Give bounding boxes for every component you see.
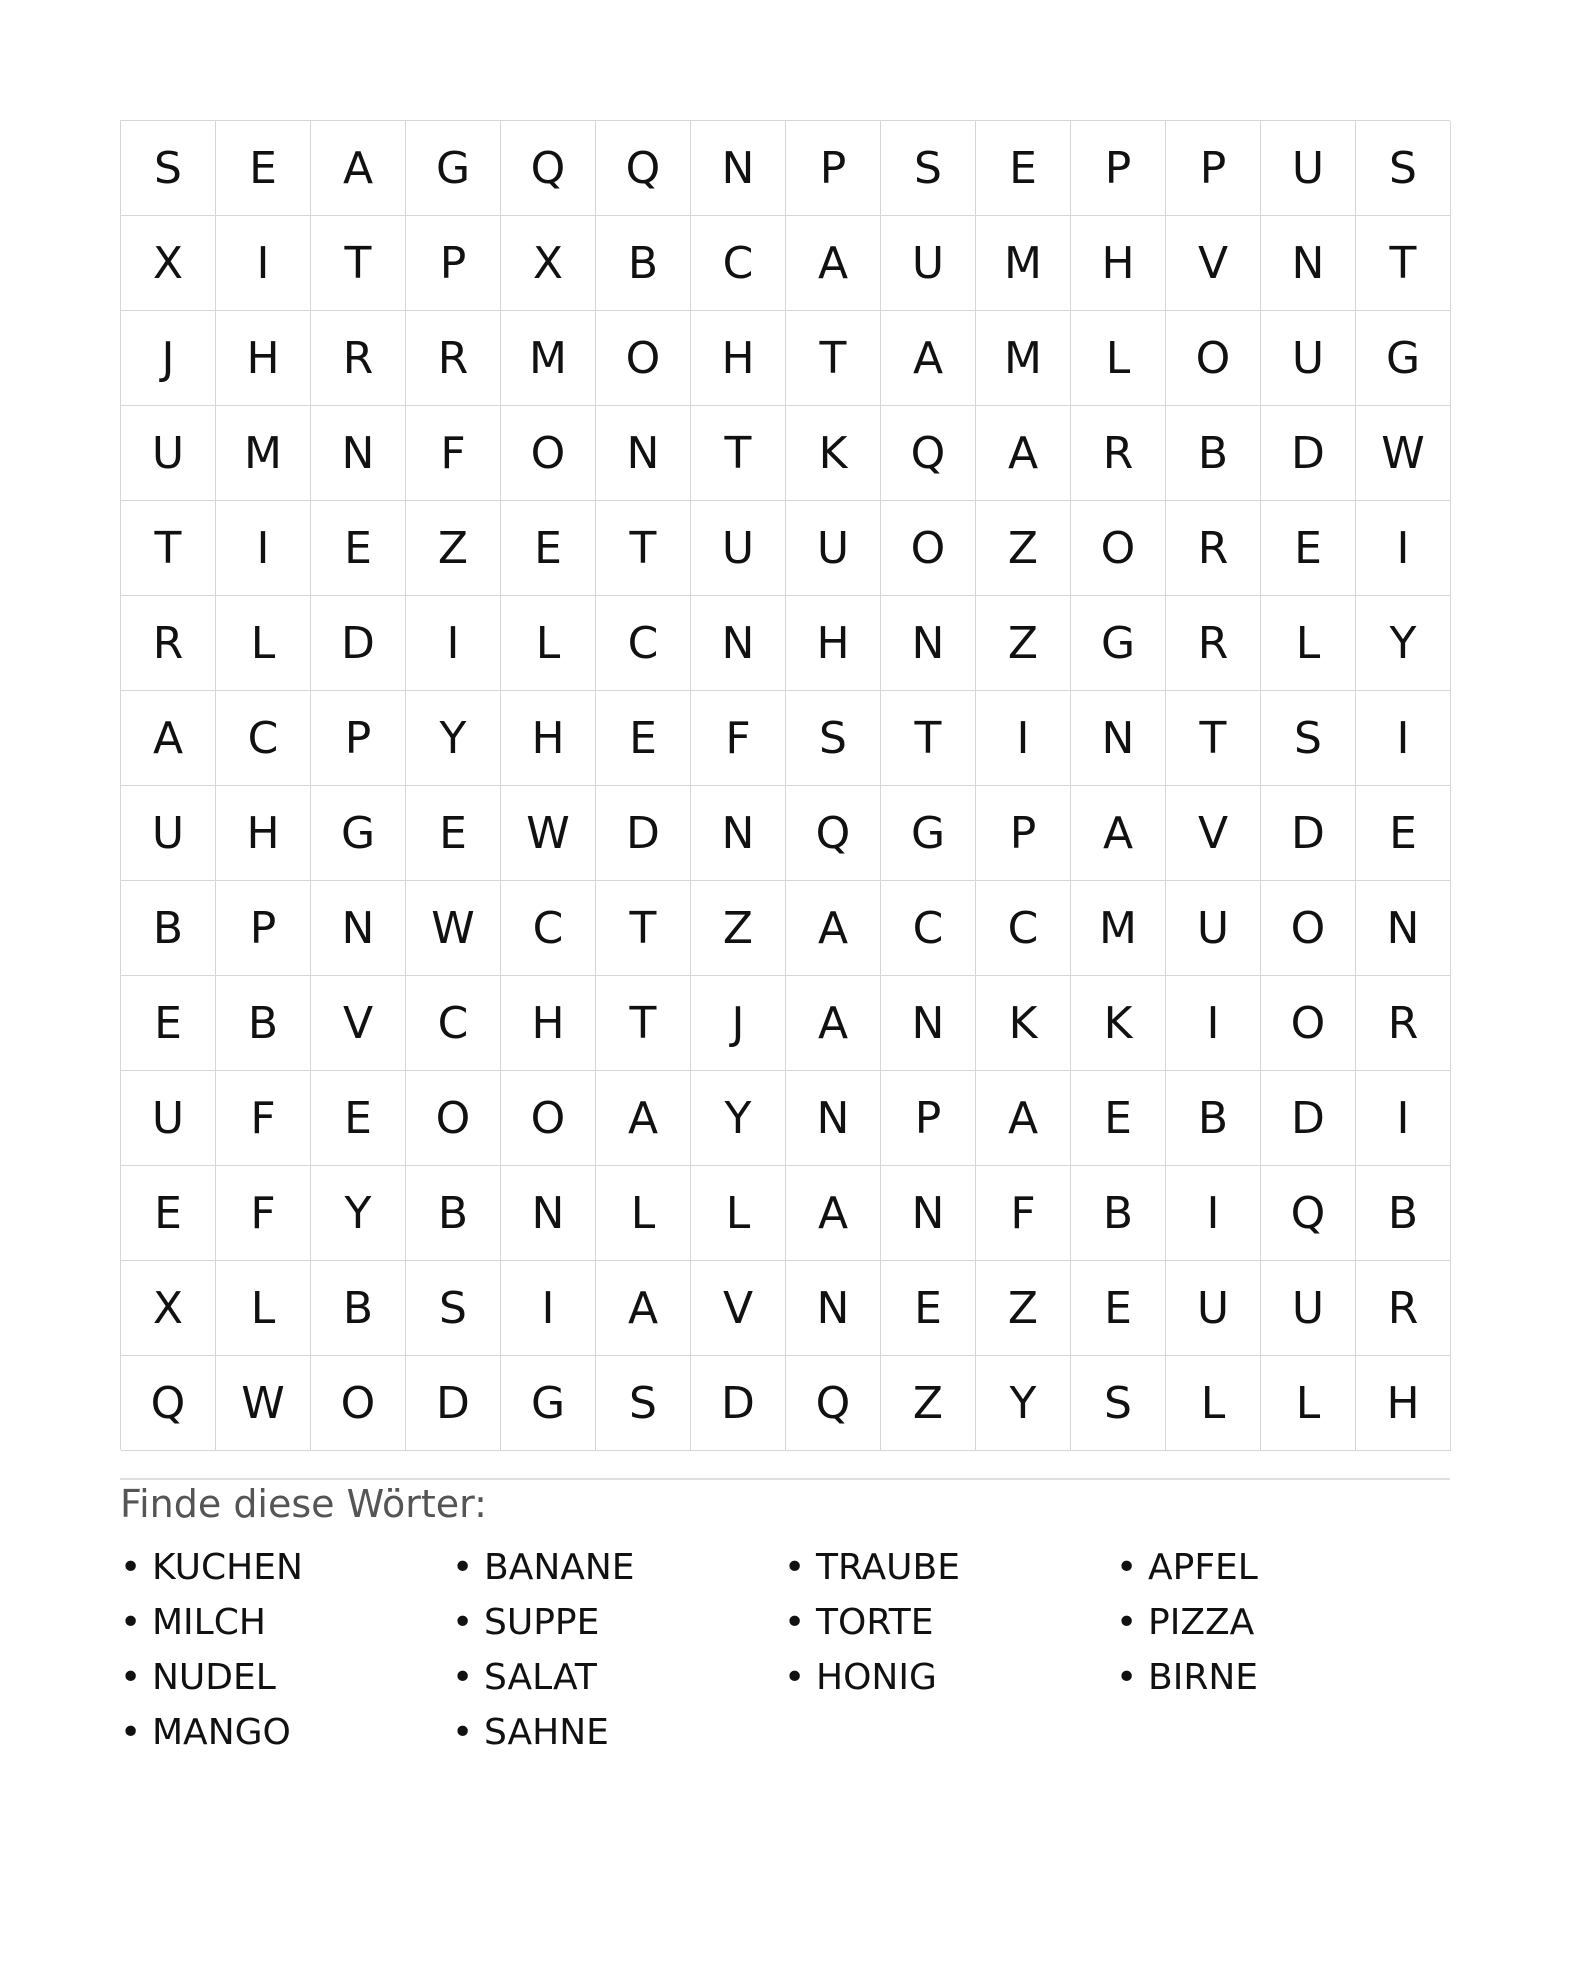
grid-cell[interactable]: E [121, 1166, 216, 1261]
grid-cell[interactable]: W [501, 786, 596, 881]
grid-cell[interactable]: D [691, 1356, 786, 1451]
grid-cell[interactable]: U [1261, 121, 1356, 216]
word-label: TORTE [816, 1602, 934, 1643]
grid-cell[interactable]: B [1166, 1071, 1261, 1166]
bullet-icon: • [784, 1547, 806, 1588]
word-label: MANGO [152, 1712, 291, 1753]
grid-cell[interactable]: R [1166, 501, 1261, 596]
grid-cell[interactable]: I [1356, 691, 1451, 786]
grid-cell[interactable]: T [311, 216, 406, 311]
word-list-item [784, 1650, 1116, 1705]
grid-cell[interactable]: T [1166, 691, 1261, 786]
grid-cell[interactable]: A [786, 881, 881, 976]
word-label: HONIG [816, 1657, 937, 1698]
grid-cell[interactable]: Z [976, 501, 1071, 596]
grid-cell[interactable]: X [121, 1261, 216, 1356]
grid-cell[interactable]: A [1071, 786, 1166, 881]
grid-cell[interactable]: H [501, 976, 596, 1071]
grid-cell[interactable]: D [1261, 406, 1356, 501]
grid-cell[interactable]: N [1071, 691, 1166, 786]
grid-cell[interactable]: C [881, 881, 976, 976]
word-list-heading: Finde diese Wörter: [120, 1482, 487, 1526]
word-label: BIRNE [1148, 1657, 1259, 1698]
grid-cell[interactable]: K [1071, 976, 1166, 1071]
grid-cell[interactable]: T [121, 501, 216, 596]
grid-cell[interactable]: A [881, 311, 976, 406]
bullet-icon: • [784, 1602, 806, 1643]
word-label: PIZZA [1148, 1602, 1255, 1643]
grid-cell[interactable]: M [976, 311, 1071, 406]
grid-cell[interactable]: M [976, 216, 1071, 311]
grid-cell[interactable]: E [1071, 1071, 1166, 1166]
grid-cell[interactable]: Z [976, 1261, 1071, 1356]
grid-cell[interactable]: R [1356, 1261, 1451, 1356]
grid-cell[interactable]: L [1071, 311, 1166, 406]
grid-cell[interactable]: F [216, 1166, 311, 1261]
grid-cell[interactable]: H [1356, 1356, 1451, 1451]
word-list-item [1116, 1540, 1448, 1595]
grid-cell[interactable]: E [976, 121, 1071, 216]
grid-cell[interactable]: N [786, 1071, 881, 1166]
grid-cell[interactable]: E [406, 786, 501, 881]
grid-cell[interactable]: L [691, 1166, 786, 1261]
grid-cell[interactable]: D [406, 1356, 501, 1451]
grid-cell[interactable]: N [881, 976, 976, 1071]
grid-cell[interactable]: D [1261, 786, 1356, 881]
grid-cell[interactable]: F [691, 691, 786, 786]
grid-cell[interactable]: D [311, 596, 406, 691]
grid-cell[interactable]: C [501, 881, 596, 976]
grid-cell[interactable]: I [1356, 1071, 1451, 1166]
word-list-item [452, 1540, 784, 1595]
grid-cell[interactable]: H [786, 596, 881, 691]
word-label: MILCH [152, 1602, 266, 1643]
bullet-icon: • [120, 1602, 142, 1643]
word-label: NUDEL [152, 1657, 276, 1698]
grid-cell[interactable]: A [976, 1071, 1071, 1166]
grid-cell[interactable]: T [1356, 216, 1451, 311]
grid-cell[interactable]: K [976, 976, 1071, 1071]
grid-cell[interactable]: O [596, 311, 691, 406]
grid-cell[interactable]: N [596, 406, 691, 501]
grid-cell[interactable]: I [1356, 501, 1451, 596]
grid-cell[interactable]: Z [406, 501, 501, 596]
grid-cell[interactable]: U [121, 406, 216, 501]
grid-cell[interactable]: G [881, 786, 976, 881]
grid-cell[interactable]: Y [691, 1071, 786, 1166]
grid-cell[interactable]: Q [121, 1356, 216, 1451]
grid-cell[interactable]: B [121, 881, 216, 976]
grid-cell[interactable]: U [691, 501, 786, 596]
grid-cell[interactable]: G [1071, 596, 1166, 691]
grid-cell[interactable]: E [1356, 786, 1451, 881]
grid-cell[interactable]: T [596, 881, 691, 976]
grid-cell[interactable]: E [121, 976, 216, 1071]
grid-cell[interactable]: U [1261, 1261, 1356, 1356]
grid-cell[interactable]: V [1166, 216, 1261, 311]
grid-cell[interactable]: O [1261, 881, 1356, 976]
grid-cell[interactable]: B [596, 216, 691, 311]
word-label: SAHNE [484, 1712, 609, 1753]
bullet-icon: • [452, 1602, 474, 1643]
word-label: APFEL [1148, 1547, 1258, 1588]
word-list-item [452, 1705, 784, 1760]
grid-cell[interactable]: I [976, 691, 1071, 786]
bullet-icon: • [784, 1657, 806, 1698]
grid-cell[interactable]: Y [976, 1356, 1071, 1451]
grid-cell[interactable]: Z [881, 1356, 976, 1451]
grid-cell[interactable]: B [1166, 406, 1261, 501]
grid-cell[interactable]: P [216, 881, 311, 976]
grid-cell[interactable]: R [1166, 596, 1261, 691]
grid-cell[interactable]: K [786, 406, 881, 501]
word-list-item [452, 1595, 784, 1650]
grid-cell[interactable]: N [311, 881, 406, 976]
grid-cell[interactable]: E [216, 121, 311, 216]
grid-cell[interactable]: Q [1261, 1166, 1356, 1261]
grid-cell[interactable]: I [406, 596, 501, 691]
word-label: SALAT [484, 1657, 597, 1698]
grid-cell[interactable]: V [691, 1261, 786, 1356]
grid-cell[interactable]: P [786, 121, 881, 216]
grid-cell[interactable]: G [1356, 311, 1451, 406]
grid-cell[interactable]: R [121, 596, 216, 691]
grid-cell[interactable]: R [406, 311, 501, 406]
grid-cell[interactable]: N [691, 786, 786, 881]
grid-cell[interactable]: U [1166, 1261, 1261, 1356]
grid-cell[interactable]: A [121, 691, 216, 786]
grid-cell[interactable]: A [596, 1071, 691, 1166]
grid-cell[interactable]: L [1166, 1356, 1261, 1451]
grid-cell[interactable]: H [1071, 216, 1166, 311]
bullet-icon: • [1116, 1602, 1138, 1643]
grid-cell[interactable]: P [1071, 121, 1166, 216]
grid-cell[interactable]: O [881, 501, 976, 596]
grid-cell[interactable]: B [1356, 1166, 1451, 1261]
grid-cell[interactable]: M [1071, 881, 1166, 976]
grid-cell[interactable]: F [976, 1166, 1071, 1261]
grid-cell[interactable]: O [1071, 501, 1166, 596]
grid-cell[interactable]: S [1071, 1356, 1166, 1451]
grid-cell[interactable]: Z [691, 881, 786, 976]
grid-cell[interactable]: C [691, 216, 786, 311]
grid-cell[interactable]: U [881, 216, 976, 311]
grid-cell[interactable]: B [1071, 1166, 1166, 1261]
grid-cell[interactable]: A [786, 216, 881, 311]
grid-cell[interactable]: N [1356, 881, 1451, 976]
bullet-icon: • [120, 1712, 142, 1753]
grid-cell[interactable]: B [406, 1166, 501, 1261]
grid-cell[interactable]: A [786, 1166, 881, 1261]
grid-cell[interactable]: E [1071, 1261, 1166, 1356]
word-list-item [1116, 1595, 1448, 1650]
grid-cell[interactable]: I [501, 1261, 596, 1356]
grid-cell[interactable]: T [691, 406, 786, 501]
bullet-icon: • [120, 1547, 142, 1588]
grid-cell[interactable]: Q [501, 121, 596, 216]
grid-cell[interactable]: U [1261, 311, 1356, 406]
grid-cell[interactable]: P [406, 216, 501, 311]
grid-cell[interactable]: L [596, 1166, 691, 1261]
grid-cell[interactable]: E [311, 501, 406, 596]
grid-cell[interactable]: Q [881, 406, 976, 501]
grid-cell[interactable]: S [596, 1356, 691, 1451]
grid-cell[interactable]: B [311, 1261, 406, 1356]
grid-cell[interactable]: A [311, 121, 406, 216]
grid-cell[interactable]: U [1166, 881, 1261, 976]
word-label: SUPPE [484, 1602, 600, 1643]
grid-cell[interactable]: C [406, 976, 501, 1071]
grid-cell[interactable]: E [1261, 501, 1356, 596]
grid-cell[interactable]: C [216, 691, 311, 786]
grid-cell[interactable]: D [1261, 1071, 1356, 1166]
grid-cell[interactable]: M [501, 311, 596, 406]
grid-cell[interactable]: M [216, 406, 311, 501]
grid-cell[interactable]: O [501, 1071, 596, 1166]
grid-cell[interactable]: J [691, 976, 786, 1071]
grid-cell[interactable]: S [881, 121, 976, 216]
grid-cell[interactable]: X [121, 216, 216, 311]
grid-cell[interactable]: U [121, 1071, 216, 1166]
grid-cell[interactable]: P [1166, 121, 1261, 216]
grid-cell[interactable]: E [311, 1071, 406, 1166]
grid-cell[interactable]: I [1166, 1166, 1261, 1261]
grid-cell[interactable]: H [691, 311, 786, 406]
grid-cell[interactable]: D [596, 786, 691, 881]
grid-cell[interactable]: T [596, 976, 691, 1071]
grid-cell[interactable]: G [406, 121, 501, 216]
grid-cell[interactable]: E [596, 691, 691, 786]
word-label: BANANE [484, 1547, 635, 1588]
grid-cell[interactable]: B [216, 976, 311, 1071]
grid-cell[interactable]: L [216, 596, 311, 691]
grid-cell[interactable]: X [501, 216, 596, 311]
word-list-item [120, 1650, 452, 1705]
grid-cell[interactable]: I [1166, 976, 1261, 1071]
word-list-item [784, 1595, 1116, 1650]
grid-cell[interactable]: E [881, 1261, 976, 1356]
grid-cell[interactable]: N [691, 596, 786, 691]
grid-cell[interactable]: Y [311, 1166, 406, 1261]
word-list-item [120, 1595, 452, 1650]
word-list-item [1116, 1650, 1448, 1705]
grid-cell[interactable]: I [216, 501, 311, 596]
grid-cell[interactable]: U [121, 786, 216, 881]
grid-cell[interactable]: H [216, 786, 311, 881]
grid-cell[interactable]: C [976, 881, 1071, 976]
grid-cell[interactable]: Q [786, 786, 881, 881]
grid-cell[interactable]: T [786, 311, 881, 406]
grid-cell[interactable]: Q [786, 1356, 881, 1451]
word-label: TRAUBE [816, 1547, 960, 1588]
grid-cell[interactable]: J [121, 311, 216, 406]
grid-cell[interactable]: I [216, 216, 311, 311]
grid-cell[interactable]: P [881, 1071, 976, 1166]
grid-cell[interactable]: C [596, 596, 691, 691]
grid-cell[interactable]: H [216, 311, 311, 406]
grid-cell[interactable]: P [311, 691, 406, 786]
grid-cell[interactable]: S [1261, 691, 1356, 786]
grid-cell[interactable]: R [1071, 406, 1166, 501]
grid-cell[interactable]: R [311, 311, 406, 406]
grid-cell[interactable]: F [216, 1071, 311, 1166]
grid-cell[interactable]: N [691, 121, 786, 216]
grid-cell[interactable]: W [216, 1356, 311, 1451]
grid-cell[interactable]: O [311, 1356, 406, 1451]
bullet-icon: • [452, 1657, 474, 1698]
word-list-item [120, 1540, 452, 1595]
word-label: KUCHEN [152, 1547, 303, 1588]
word-list-item [784, 1540, 1116, 1595]
grid-cell[interactable]: E [501, 501, 596, 596]
grid-cell[interactable]: H [501, 691, 596, 786]
word-list-item [120, 1705, 452, 1760]
grid-cell[interactable]: A [786, 976, 881, 1071]
grid-cell[interactable]: A [596, 1261, 691, 1356]
grid-cell[interactable]: U [786, 501, 881, 596]
grid-cell[interactable]: S [121, 121, 216, 216]
grid-cell[interactable]: O [406, 1071, 501, 1166]
grid-cell[interactable]: G [311, 786, 406, 881]
grid-cell[interactable]: S [1356, 121, 1451, 216]
grid-cell[interactable]: N [501, 1166, 596, 1261]
grid-cell[interactable]: Z [976, 596, 1071, 691]
grid-cell[interactable]: S [406, 1261, 501, 1356]
bullet-icon: • [452, 1712, 474, 1753]
divider [120, 1478, 1450, 1480]
grid-cell[interactable]: W [1356, 406, 1451, 501]
grid-cell[interactable]: O [501, 406, 596, 501]
grid-cell[interactable]: V [311, 976, 406, 1071]
grid-cell[interactable]: L [216, 1261, 311, 1356]
grid-cell[interactable]: O [1166, 311, 1261, 406]
grid-cell[interactable]: N [311, 406, 406, 501]
grid-cell[interactable]: V [1166, 786, 1261, 881]
grid-cell[interactable]: P [976, 786, 1071, 881]
grid-cell[interactable]: A [976, 406, 1071, 501]
bullet-icon: • [120, 1657, 142, 1698]
bullet-icon: • [1116, 1547, 1138, 1588]
grid-cell[interactable]: Q [596, 121, 691, 216]
grid-cell[interactable]: S [786, 691, 881, 786]
grid-cell[interactable]: N [786, 1261, 881, 1356]
grid-cell[interactable]: N [881, 596, 976, 691]
letter-grid [120, 120, 1450, 1450]
grid-cell[interactable]: O [1261, 976, 1356, 1071]
grid-cell[interactable]: L [1261, 1356, 1356, 1451]
grid-cell[interactable]: W [406, 881, 501, 976]
word-list-item [452, 1650, 784, 1705]
grid-cell[interactable]: N [881, 1166, 976, 1261]
bullet-icon: • [452, 1547, 474, 1588]
grid-cell[interactable]: T [881, 691, 976, 786]
grid-cell[interactable]: Y [1356, 596, 1451, 691]
grid-cell[interactable]: L [501, 596, 596, 691]
grid-cell[interactable]: T [596, 501, 691, 596]
grid-cell[interactable]: N [1261, 216, 1356, 311]
word-list [120, 1540, 1450, 1760]
grid-cell[interactable]: F [406, 406, 501, 501]
grid-cell[interactable]: R [1356, 976, 1451, 1071]
bullet-icon: • [1116, 1657, 1138, 1698]
grid-cell[interactable]: Y [406, 691, 501, 786]
grid-cell[interactable]: G [501, 1356, 596, 1451]
grid-cell[interactable]: L [1261, 596, 1356, 691]
